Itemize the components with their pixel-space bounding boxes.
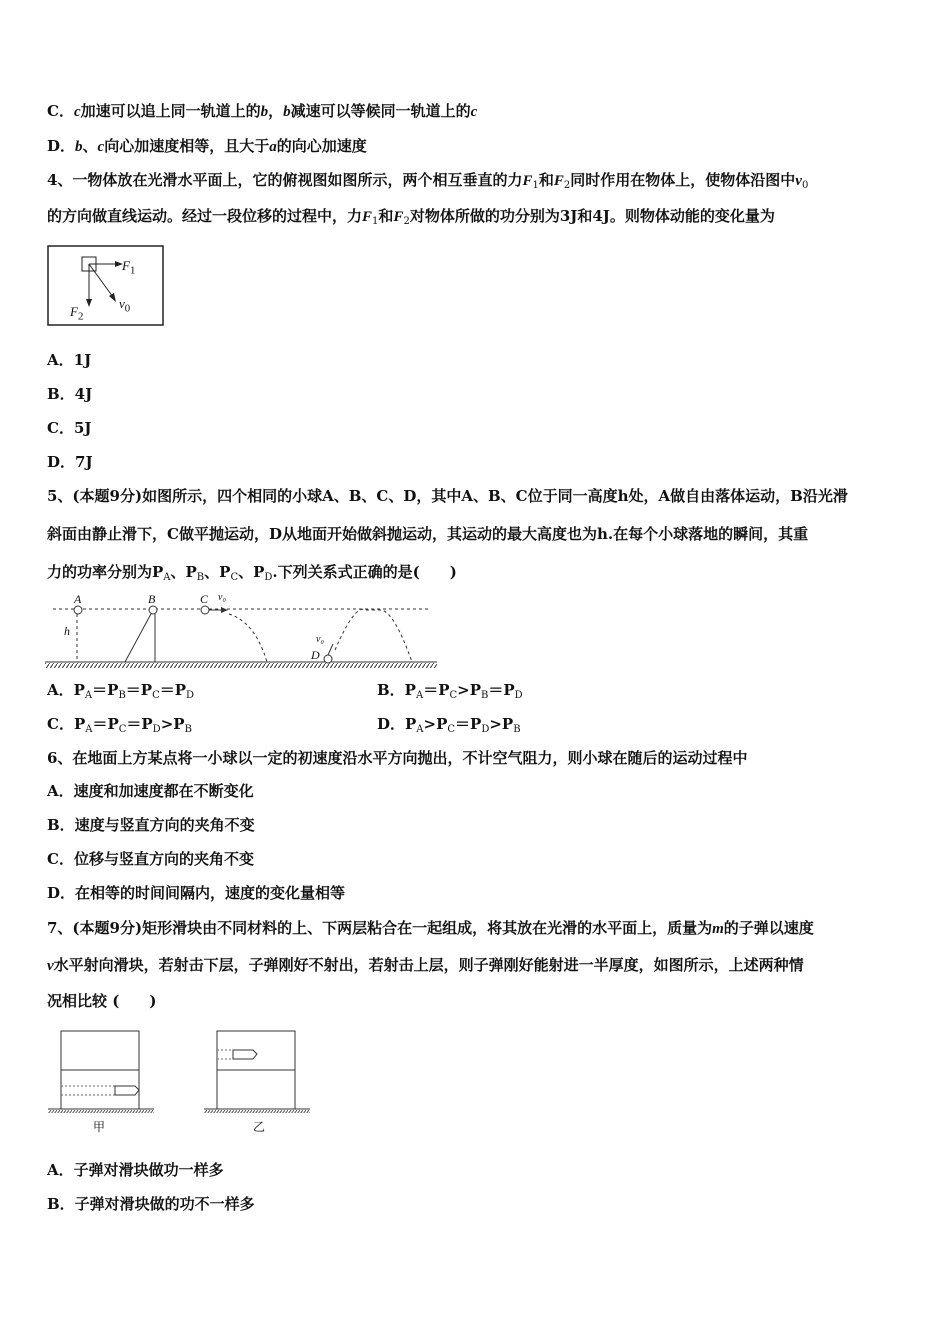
subscript: A xyxy=(84,690,93,701)
math-variable: F xyxy=(522,173,533,189)
question-5-option-a xyxy=(47,680,194,700)
text-run: D． xyxy=(47,137,76,155)
question-5-option-b xyxy=(377,680,523,700)
ball-c-label: C xyxy=(200,592,209,606)
text-run: .下列关系式正确的是( ) xyxy=(272,563,457,581)
question-7-stem xyxy=(47,955,804,976)
text-run: ＝P xyxy=(488,681,515,699)
ball-c-velocity-label: v₀ xyxy=(218,592,226,603)
text-run: 的方向做直线运动。经过一段位移的过程中，力 xyxy=(47,207,363,225)
subscript: A xyxy=(85,724,93,735)
text-run: 、P xyxy=(238,563,265,581)
subscript: B xyxy=(184,724,192,735)
text-run: >P xyxy=(160,715,185,733)
text-run: 和 xyxy=(378,207,394,225)
math-variable: c xyxy=(73,104,81,120)
question-5-option-d xyxy=(377,714,521,734)
text-run: 加速可以追上同一轨道上的 xyxy=(80,102,261,120)
question-7-option-b xyxy=(47,1194,255,1214)
text-run: ＝P xyxy=(159,681,187,699)
subscript: C xyxy=(152,690,160,701)
text-run: C． xyxy=(47,102,74,120)
subscript: D xyxy=(264,572,273,583)
subscript: 0 xyxy=(801,180,809,191)
ball-b-label: B xyxy=(148,592,156,606)
question-4-option-b xyxy=(47,384,92,404)
text-run: D．在相等的时间间隔内，速度的变化量相等 xyxy=(47,884,346,902)
subscript: C xyxy=(449,690,458,701)
subscript: B xyxy=(513,724,521,735)
text-run: 对物体所做的功分别为3J和4J。则物体动能的变化量为 xyxy=(409,207,775,225)
text-run: >P xyxy=(489,715,514,733)
text-run: D．7J xyxy=(47,453,93,471)
question-6-option-a xyxy=(47,781,254,801)
block-diagram xyxy=(48,1030,310,1114)
subscript: B xyxy=(118,690,126,701)
text-run: ＝P xyxy=(125,681,153,699)
question-6-option-c xyxy=(47,849,254,869)
height-label: h xyxy=(64,624,70,638)
question-6-option-b xyxy=(47,815,255,835)
text-run: 4、一物体放在光滑水平面上，它的俯视图如图所示，两个相互垂直的力 xyxy=(47,171,523,189)
projectile-diagram xyxy=(45,592,437,668)
question-6-stem xyxy=(47,748,747,768)
subscript: A xyxy=(416,724,424,735)
ball-d-velocity-label: v₀ xyxy=(316,634,324,645)
text-run: 的向心加速度 xyxy=(276,137,367,155)
question-5-stem xyxy=(47,486,848,506)
v0-label: $v_0$ xyxy=(119,296,131,315)
question-5-stem xyxy=(47,524,808,544)
math-variable: a xyxy=(269,139,277,155)
subscript: D xyxy=(514,690,523,701)
subscript: 2 xyxy=(563,180,571,191)
subscript: A xyxy=(163,572,171,583)
text-run: 和 xyxy=(538,171,554,189)
math-variable: v xyxy=(47,958,54,974)
question-3-option-d xyxy=(47,136,367,157)
subscript: D xyxy=(152,724,161,735)
text-run: 同时作用在物体上，使物体沿图中 xyxy=(570,171,796,189)
question-5-option-c xyxy=(47,714,192,734)
math-variable: m xyxy=(712,921,724,937)
text-run: 水平射向滑块，若射击下层，子弹刚好不射出，若射击上层，则子弹刚好能射进一半厚度，如图所示，上述两种情 xyxy=(53,956,804,974)
text-run: 斜面由静止滑下，C做平抛运动，D从地面开始做斜抛运动，其运动的最大高度也为h.在每个小球落地的瞬间，其重 xyxy=(47,525,809,543)
text-run: A．速度和加速度都在不断变化 xyxy=(47,782,254,800)
subscript: 1 xyxy=(532,180,539,191)
ball-d-label: D xyxy=(311,648,320,662)
f2-label: $F_2$ xyxy=(70,304,84,323)
question-7-stem xyxy=(47,991,156,1011)
text-run: C．P xyxy=(47,715,86,733)
question-6-option-d xyxy=(47,883,345,903)
question-7-option-a xyxy=(47,1160,224,1180)
math-variable: v xyxy=(795,173,802,189)
text-run: B．4J xyxy=(47,385,93,403)
math-variable: b xyxy=(260,104,269,120)
math-variable: F xyxy=(393,209,404,225)
question-4-option-d xyxy=(47,452,93,472)
text-run: 况相比较 ( ) xyxy=(47,992,157,1010)
subscript: A xyxy=(415,690,424,701)
text-run: C．位移与竖直方向的夹角不变 xyxy=(47,850,254,868)
text-run: A．子弹对滑块做功一样多 xyxy=(47,1161,224,1179)
text-run: 6、在地面上方某点将一小球以一定的初速度沿水平方向抛出，不计空气阻力，则小球在随后的运动过程中 xyxy=(47,749,748,767)
question-4-stem xyxy=(47,206,775,227)
text-run: 力的功率分别为P xyxy=(47,563,164,581)
text-run: 5、(本题9分)如图所示，四个相同的小球A、B、C、D，其中A、B、C位于同一高度h处，A做自由落体运动，B沿光滑 xyxy=(47,487,848,505)
text-run: ＝P xyxy=(423,681,450,699)
text-run: A．1J xyxy=(47,351,92,369)
subscript: B xyxy=(481,690,489,701)
question-4-option-c xyxy=(47,418,91,438)
text-run: 7、(本题9分)矩形滑块由不同材料的上、下两层粘合在一起组成，将其放在光滑的水平面上，质量为 xyxy=(47,919,713,937)
math-variable: b xyxy=(75,139,83,155)
text-run: 、P xyxy=(170,563,197,581)
force-diagram xyxy=(47,245,165,327)
text-run: ＝P xyxy=(455,715,482,733)
figure-label-yi: 乙 xyxy=(253,1120,266,1134)
text-run: B．速度与竖直方向的夹角不变 xyxy=(47,816,255,834)
text-run: >P xyxy=(423,715,448,733)
question-7-stem xyxy=(47,918,814,939)
text-run: 的子弹以速度 xyxy=(723,919,814,937)
figure-label-jia: 甲 xyxy=(93,1120,106,1134)
subscript: C xyxy=(230,572,239,583)
text-run: A．P xyxy=(47,681,85,699)
math-variable: F xyxy=(362,209,373,225)
text-run: 、P xyxy=(204,563,231,581)
text-run: ＝P xyxy=(92,715,119,733)
text-run: B．P xyxy=(377,681,416,699)
math-variable: c xyxy=(470,104,478,120)
subscript: 1 xyxy=(372,216,379,227)
text-run: ＝P xyxy=(126,715,153,733)
text-run: 向心加速度相等，且大于 xyxy=(104,137,270,155)
subscript: 2 xyxy=(403,216,410,227)
text-run: B．子弹对滑块做的功不一样多 xyxy=(47,1195,255,1213)
text-run: >P xyxy=(457,681,481,699)
text-run: C．5J xyxy=(47,419,92,437)
question-4-stem xyxy=(47,170,808,191)
subscript: D xyxy=(481,724,490,735)
text-run: 减速可以等候同一轨道上的 xyxy=(290,102,471,120)
text-run: ， xyxy=(268,102,284,120)
subscript: C xyxy=(447,724,456,735)
subscript: B xyxy=(196,572,205,583)
math-variable: b xyxy=(283,104,291,120)
ball-a-label: A xyxy=(74,592,82,606)
f1-label: $F_1$ xyxy=(122,258,136,277)
math-variable: c xyxy=(97,139,105,155)
math-variable: F xyxy=(553,173,564,189)
subscript: D xyxy=(186,690,195,701)
question-4-option-a xyxy=(47,350,91,370)
subscript: C xyxy=(118,724,127,735)
text-run: D．P xyxy=(377,715,417,733)
text-run: ＝P xyxy=(92,681,119,699)
text-run: 、 xyxy=(82,137,98,155)
question-3-option-c xyxy=(47,101,477,122)
question-5-stem xyxy=(47,562,457,582)
